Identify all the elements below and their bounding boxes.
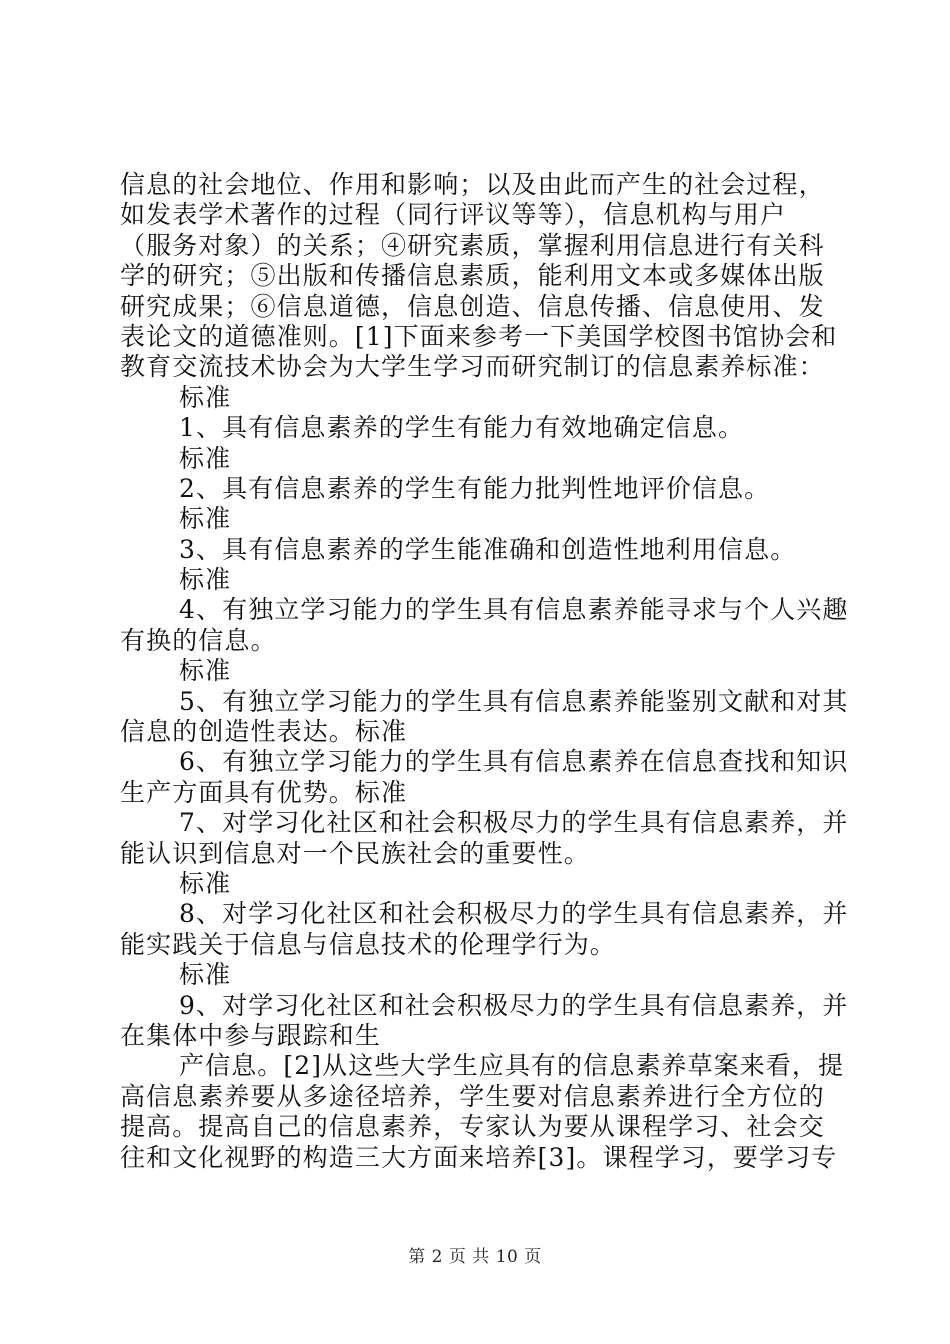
text-line: 能实践关于信息与信息技术的伦理学行为。 [120, 929, 616, 959]
text-line: 7、对学习化社区和社会积极尽力的学生具有信息素养，并 [179, 808, 849, 838]
text-line: 能认识到信息对一个民族社会的重要性。 [120, 838, 590, 868]
text-line: 标准 [179, 960, 232, 990]
text-line: 3、具有信息素养的学生能准确和创造性地利用信息。 [179, 534, 797, 564]
text-line: 6、有独立学习能力的学生具有信息素养在信息查找和知识 [179, 747, 849, 777]
text-line: 表论文的道德准则。[1]下面来参考一下美国学校图书馆协会和 [120, 321, 838, 351]
text-line: 标准 [179, 443, 232, 473]
text-line: 标准 [179, 868, 232, 898]
text-line: 信息的创造性表达。标准 [120, 717, 408, 747]
text-line: （服务对象）的关系；④研究素质，掌握利用信息进行有关科 [120, 230, 825, 260]
text-line: 9、对学习化社区和社会积极尽力的学生具有信息素养，并 [179, 990, 849, 1020]
text-line: 往和文化视野的构造三大方面来培养[3]。课程学习，要学习专 [120, 1142, 838, 1172]
text-line: 标准 [179, 565, 232, 595]
text-line: 提高。提高自己的信息素养，专家认为要从课程学习、社会交 [120, 1112, 825, 1142]
text-line: 标准 [179, 504, 232, 534]
text-line: 教育交流技术协会为大学生学习而研究制订的信息素养标准： [120, 352, 825, 382]
text-line: 如发表学术著作的过程（同行评议等等），信息机构与用户 [120, 200, 787, 230]
text-line: 信息的社会地位、作用和影响；以及由此而产生的社会过程， [120, 170, 825, 199]
text-line: 标准 [179, 656, 232, 686]
text-line: 2、具有信息素养的学生有能力批判性地评价信息。 [179, 473, 771, 503]
text-line: 标准 [179, 382, 232, 412]
text-line: 研究成果；⑥信息道德，信息创造、信息传播、信息使用、发 [120, 291, 825, 321]
text-line: 高信息素养要从多途径培养，学生要对信息素养进行全方位的 [120, 1081, 825, 1111]
document-body [120, 170, 849, 1173]
text-line: 学的研究；⑤出版和传播信息素质，能利用文本或多媒体出版 [120, 261, 825, 291]
text-line: 在集体中参与跟踪和生 [120, 1020, 382, 1050]
text-line: 5、有独立学习能力的学生具有信息素养能鉴别文献和对其 [179, 686, 849, 716]
text-line: 1、具有信息素养的学生有能力有效地确定信息。 [179, 413, 745, 443]
text-line: 生产方面具有优势。标准 [120, 777, 408, 807]
text-line: 4、有独立学习能力的学生具有信息素养能寻求与个人兴趣 [179, 595, 849, 625]
text-line: 有换的信息。 [120, 625, 277, 655]
text-line: 产信息。[2]从这些大学生应具有的信息素养草案来看，提 [179, 1051, 845, 1081]
text-line: 8、对学习化社区和社会积极尽力的学生具有信息素养，并 [179, 899, 849, 929]
page-footer: 第 2 页 共 10 页 [408, 1247, 542, 1267]
